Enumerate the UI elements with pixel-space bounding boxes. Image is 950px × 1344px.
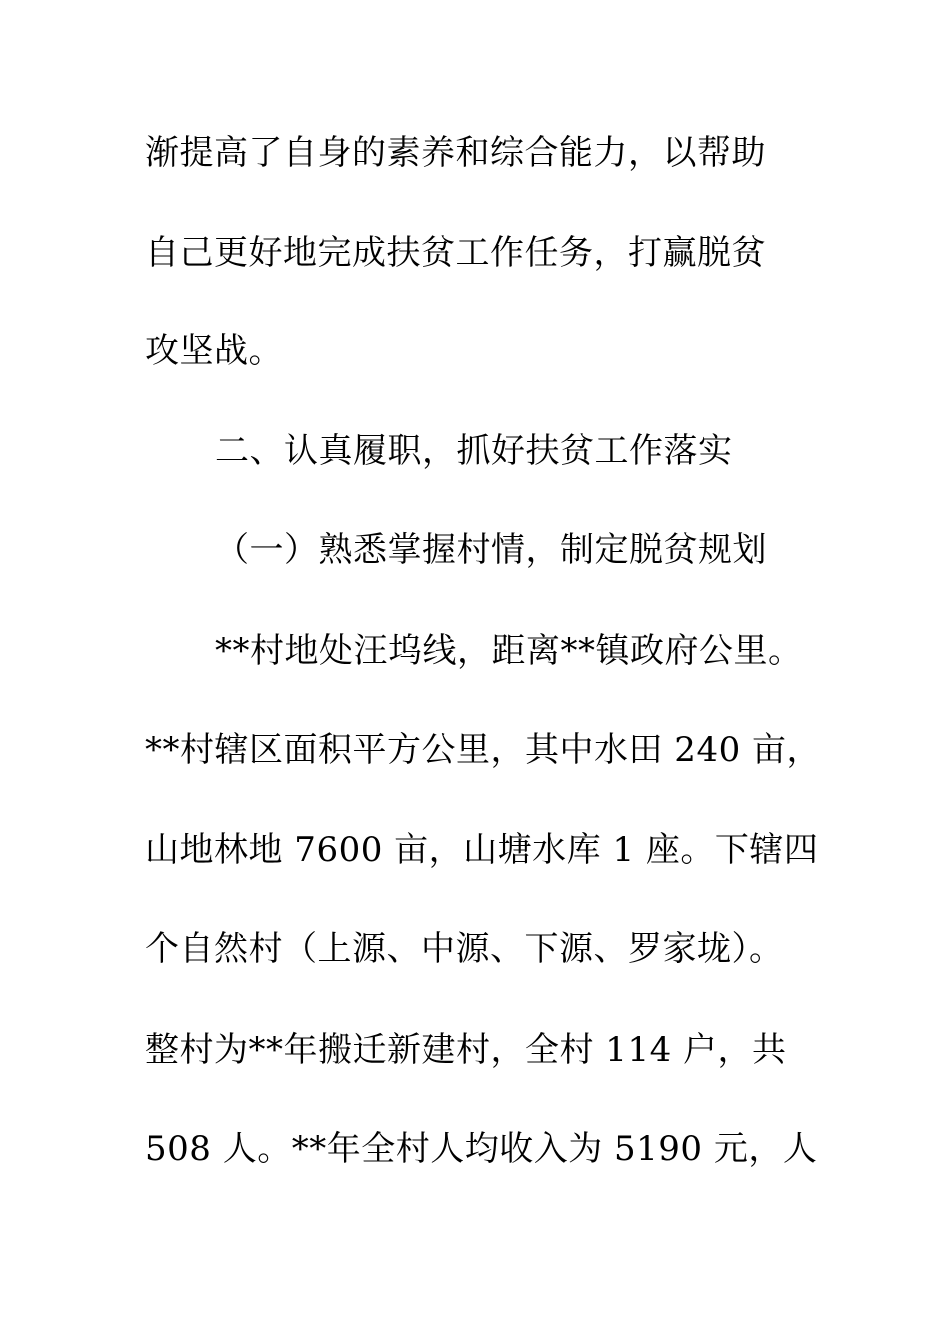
- text-line-8: 山地林地 7600 亩，山塘水库 1 座。下辖四: [145, 830, 819, 870]
- text-line-3: 攻坚战。: [145, 331, 283, 371]
- text-line-1: 渐提高了自身的素养和综合能力，以帮助: [145, 133, 766, 173]
- subsection-heading: （一）熟悉掌握村情，制定脱贫规划: [215, 530, 767, 570]
- section-heading: 二、认真履职，抓好扶贫工作落实: [215, 431, 733, 471]
- text-line-11: 508 人。**年全村人均收入为 5190 元，人: [145, 1129, 818, 1169]
- text-line-10: 整村为**年搬迁新建村，全村 114 户，共: [145, 1030, 787, 1070]
- text-line-2: 自己更好地完成扶贫工作任务，打赢脱贫: [145, 233, 766, 273]
- text-line-9: 个自然村（上源、中源、下源、罗家垅）。: [145, 929, 784, 969]
- text-line-7: **村辖区面积平方公里，其中水田 240 亩，: [145, 730, 822, 770]
- text-line-6: **村地处汪坞线，距离**镇政府公里。: [215, 631, 803, 671]
